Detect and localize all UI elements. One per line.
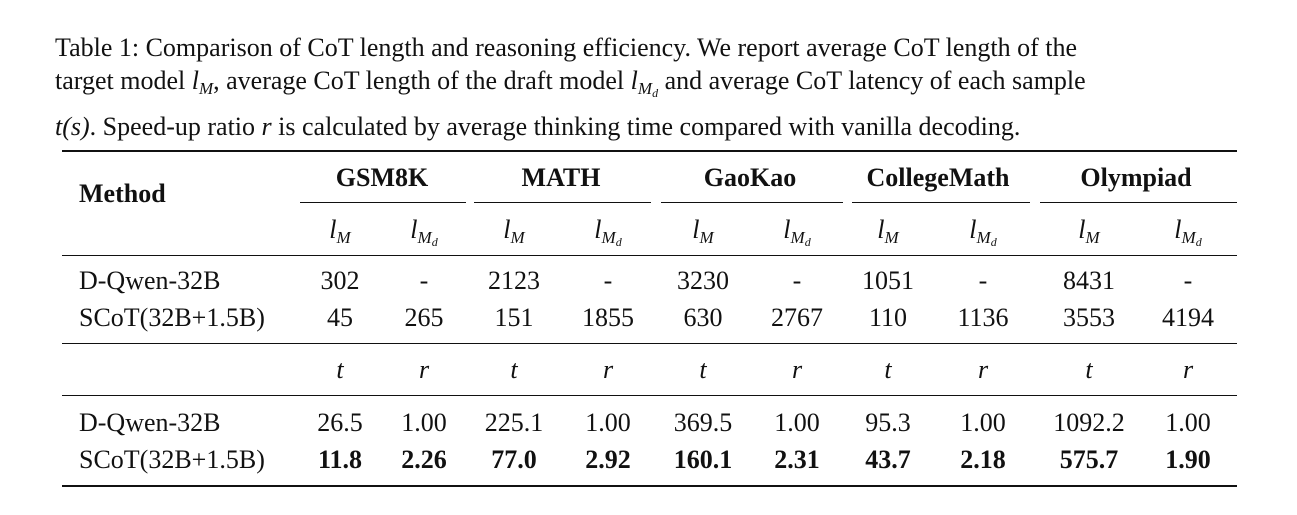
table-cell: 4194 <box>1162 303 1214 332</box>
table-cell: 160.1 <box>673 445 733 474</box>
table-cell: 1.00 <box>1165 408 1211 437</box>
col-header-lM: $l_M$ <box>503 215 525 247</box>
header-rule <box>62 255 1237 256</box>
caption-text: , average CoT length of the draft model <box>213 66 631 95</box>
table-cell: 2.92 <box>585 445 631 474</box>
math-l-M: $l_M$ <box>191 66 214 98</box>
row-method-label: SCoT(32B+1.5B) <box>79 303 265 332</box>
col-header-lM: $l_M$ <box>1078 215 1100 247</box>
table-cell: 45 <box>327 303 353 332</box>
col-header-lMd: $l_{Md}$ <box>410 215 438 249</box>
table-cell: 26.5 <box>317 408 363 437</box>
caption-text: is calculated by average thinking time compared with vanilla decoding. <box>271 112 1021 141</box>
caption-line-3 <box>55 110 1250 143</box>
table-cell: 265 <box>404 303 444 332</box>
table-cell: 8431 <box>1063 266 1115 295</box>
cmidrule-collegemath <box>852 202 1030 203</box>
caption-line-1 <box>55 31 1250 64</box>
table-cell: 43.7 <box>865 445 911 474</box>
math-l-Md: $l_{Md}$ <box>630 66 659 100</box>
caption-text: and average CoT latency of each sample <box>658 66 1086 95</box>
col-header-t: t <box>884 355 892 384</box>
col-header-r: r <box>1182 355 1194 384</box>
table-cell: 1855 <box>582 303 634 332</box>
table-cell: 1.00 <box>774 408 820 437</box>
table-cell: - <box>603 266 613 295</box>
col-header-r: r <box>418 355 430 384</box>
table-cell: 369.5 <box>673 408 733 437</box>
table-cell: 2.18 <box>960 445 1006 474</box>
table-cell: 151 <box>494 303 534 332</box>
col-header-lM: $l_M$ <box>692 215 714 247</box>
table-cell: 1.90 <box>1165 445 1211 474</box>
cmidrule-gaokao <box>661 202 843 203</box>
col-header-lMd: $l_{Md}$ <box>969 215 997 249</box>
caption-text: target model <box>55 66 192 95</box>
col-header-lMd: $l_{Md}$ <box>1174 215 1202 249</box>
caption-text: . Speed-up ratio <box>89 112 262 141</box>
table-cell: 1.00 <box>585 408 631 437</box>
col-header-lMd: $l_{Md}$ <box>594 215 622 249</box>
cmidrule-gsm8k <box>300 202 466 203</box>
dataset-header: GaoKao <box>703 163 797 192</box>
math-t-s: t(s) <box>55 112 90 141</box>
cmidrule-olympiad <box>1040 202 1237 203</box>
col-header-r: r <box>791 355 803 384</box>
caption-text: Table 1: Comparison of CoT length and reasoning efficiency. We report average CoT length of the <box>55 33 1078 62</box>
table-cell: 575.7 <box>1059 445 1119 474</box>
caption-line-2 <box>55 64 1250 110</box>
method-header: Method <box>79 179 166 208</box>
col-header-lM: $l_M$ <box>329 215 351 247</box>
col-header-t: t <box>699 355 707 384</box>
table-cell: 1092.2 <box>1053 408 1125 437</box>
table-cell: - <box>978 266 988 295</box>
cmidrule-math <box>474 202 651 203</box>
time-header-rule <box>62 395 1237 396</box>
col-header-t: t <box>510 355 518 384</box>
table-cell: - <box>1183 266 1193 295</box>
table-cell: 2123 <box>488 266 540 295</box>
table-cell: 302 <box>320 266 360 295</box>
col-header-r: r <box>977 355 989 384</box>
table-cell: 1051 <box>862 266 914 295</box>
table-cell: 2767 <box>771 303 823 332</box>
math-r: r <box>261 112 272 141</box>
col-header-lM: $l_M$ <box>877 215 899 247</box>
table-cell: 1.00 <box>960 408 1006 437</box>
table-cell: 2.26 <box>401 445 447 474</box>
table-cell: 630 <box>683 303 723 332</box>
table-cell: - <box>792 266 802 295</box>
col-header-t: t <box>336 355 344 384</box>
dataset-header: Olympiad <box>1080 163 1192 192</box>
table-cell: 1136 <box>957 303 1009 332</box>
dataset-header: GSM8K <box>335 163 429 192</box>
mid-rule <box>62 343 1237 344</box>
table-cell: 95.3 <box>865 408 911 437</box>
row-method-label: SCoT(32B+1.5B) <box>79 445 265 474</box>
dataset-header: CollegeMath <box>866 163 1010 192</box>
row-method-label: D-Qwen-32B <box>79 266 221 295</box>
table-cell: 110 <box>868 303 908 332</box>
col-header-r: r <box>602 355 614 384</box>
col-header-lMd: $l_{Md}$ <box>783 215 811 249</box>
table-cell: 1.00 <box>401 408 447 437</box>
dataset-header: MATH <box>521 163 601 192</box>
table-cell: 3230 <box>677 266 729 295</box>
table-caption <box>55 31 1250 143</box>
table-cell: 77.0 <box>491 445 537 474</box>
table-cell: - <box>419 266 429 295</box>
table-cell: 225.1 <box>484 408 544 437</box>
top-rule <box>62 150 1237 152</box>
table-cell: 3553 <box>1063 303 1115 332</box>
table-cell: 11.8 <box>317 445 363 474</box>
table-cell: 2.31 <box>774 445 820 474</box>
row-method-label: D-Qwen-32B <box>79 408 221 437</box>
col-header-t: t <box>1085 355 1093 384</box>
bottom-rule <box>62 485 1237 487</box>
